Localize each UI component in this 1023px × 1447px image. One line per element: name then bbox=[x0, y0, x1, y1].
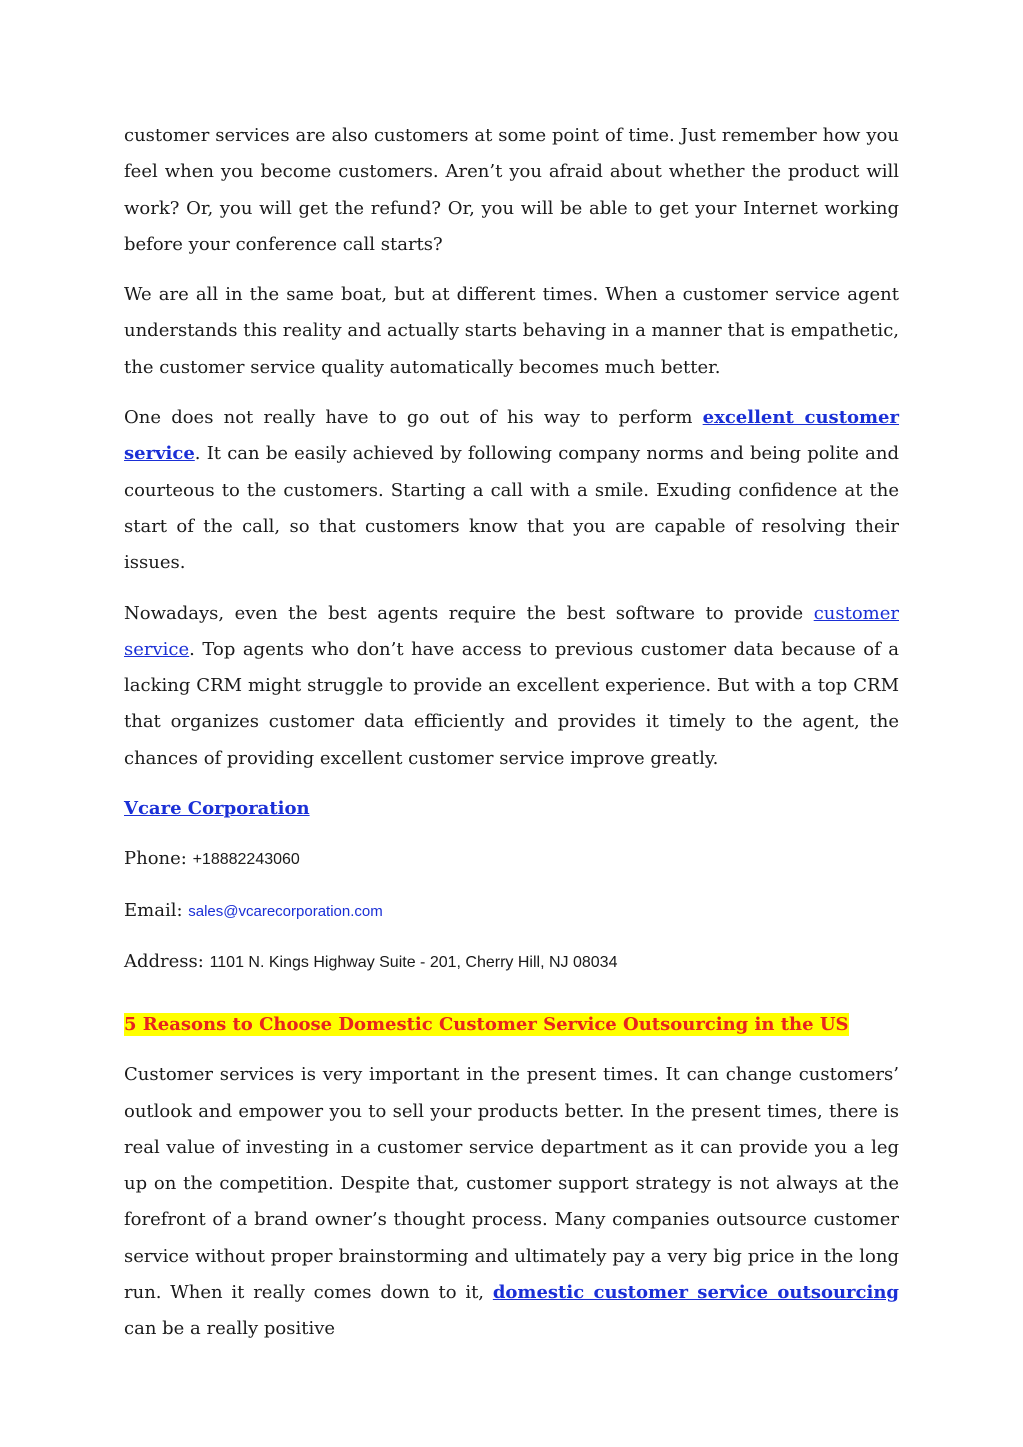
paragraph-text: One does not really have to go out of his way to perform bbox=[124, 407, 703, 429]
paragraph-excellent-service bbox=[124, 400, 899, 581]
paragraph-text: customer services are also customers at some point of time. Just remember how you feel when you become customers. Aren’t you afraid about whether the product will work? Or, you will get the refund? Or, you will be able to get your Internet working before your conference call starts? bbox=[124, 125, 899, 255]
document-page bbox=[124, 118, 899, 1362]
excellent-customer-service-link[interactable]: excellent customer service bbox=[124, 407, 899, 465]
phone-line bbox=[124, 841, 899, 878]
paragraph-text: . It can be easily achieved by following company norms and being polite and courteous to the customers. Starting a call with a smile. Exuding confidence at the start of the call, so that customers know that you are capable of resolving their issues. bbox=[124, 443, 899, 574]
section-heading-line bbox=[124, 1007, 899, 1043]
address-line bbox=[124, 944, 899, 981]
email-link[interactable]: sales@vcarecorporation.com bbox=[188, 902, 383, 920]
paragraph-text: . Top agents who don’t have access to previous customer data because of a lacking CRM might struggle to provide an excellent experience. But with a top CRM that organizes customer data efficiently and provides it timely to the agent, the chances of providing excellent customer service improve greatly. bbox=[124, 638, 899, 769]
paragraph-text: can be a really positive bbox=[124, 1318, 336, 1340]
address-value: 1101 N. Kings Highway Suite - 201, Cherry Hill, NJ 08034 bbox=[209, 953, 618, 971]
email-line bbox=[124, 893, 899, 930]
paragraph-text: Customer services is very important in the present times. It can change customers’ outlook and empower you to sell your products better. In the present times, there is real value of investing in a customer service department as it can provide you a leg up on the competition. Despite that, customer support strategy is not always at the forefront of a brand owner’s thought process. Many companies outsource customer service without proper brainstorming and ultimately pay a very big price in the long run. When it really comes down to it, bbox=[124, 1064, 899, 1304]
email-label: Email: bbox=[124, 899, 189, 921]
phone-value: +18882243060 bbox=[192, 851, 300, 869]
paragraph-text: Nowadays, even the best agents require the best software to provide bbox=[124, 602, 814, 624]
paragraph-text: We are all in the same boat, but at different times. When a customer service agent understands this reality and actually starts behaving in a manner that is empathetic, the customer service quality automatically becomes much better. bbox=[124, 284, 899, 378]
company-line bbox=[124, 791, 899, 827]
section-heading: 5 Reasons to Choose Domestic Customer Service Outsourcing in the US bbox=[124, 1014, 849, 1036]
phone-label: Phone: bbox=[124, 848, 193, 870]
paragraph-domestic-outsourcing bbox=[124, 1057, 899, 1347]
address-label: Address: bbox=[124, 950, 210, 972]
company-name-link[interactable]: Vcare Corporation bbox=[124, 798, 310, 820]
domestic-outsourcing-link[interactable]: domestic customer service outsourcing bbox=[492, 1282, 900, 1304]
paragraph-same-boat bbox=[124, 277, 899, 386]
customer-service-link[interactable]: customer service bbox=[124, 602, 899, 660]
paragraph-customers-perspective bbox=[124, 118, 899, 263]
paragraph-crm bbox=[124, 596, 899, 777]
